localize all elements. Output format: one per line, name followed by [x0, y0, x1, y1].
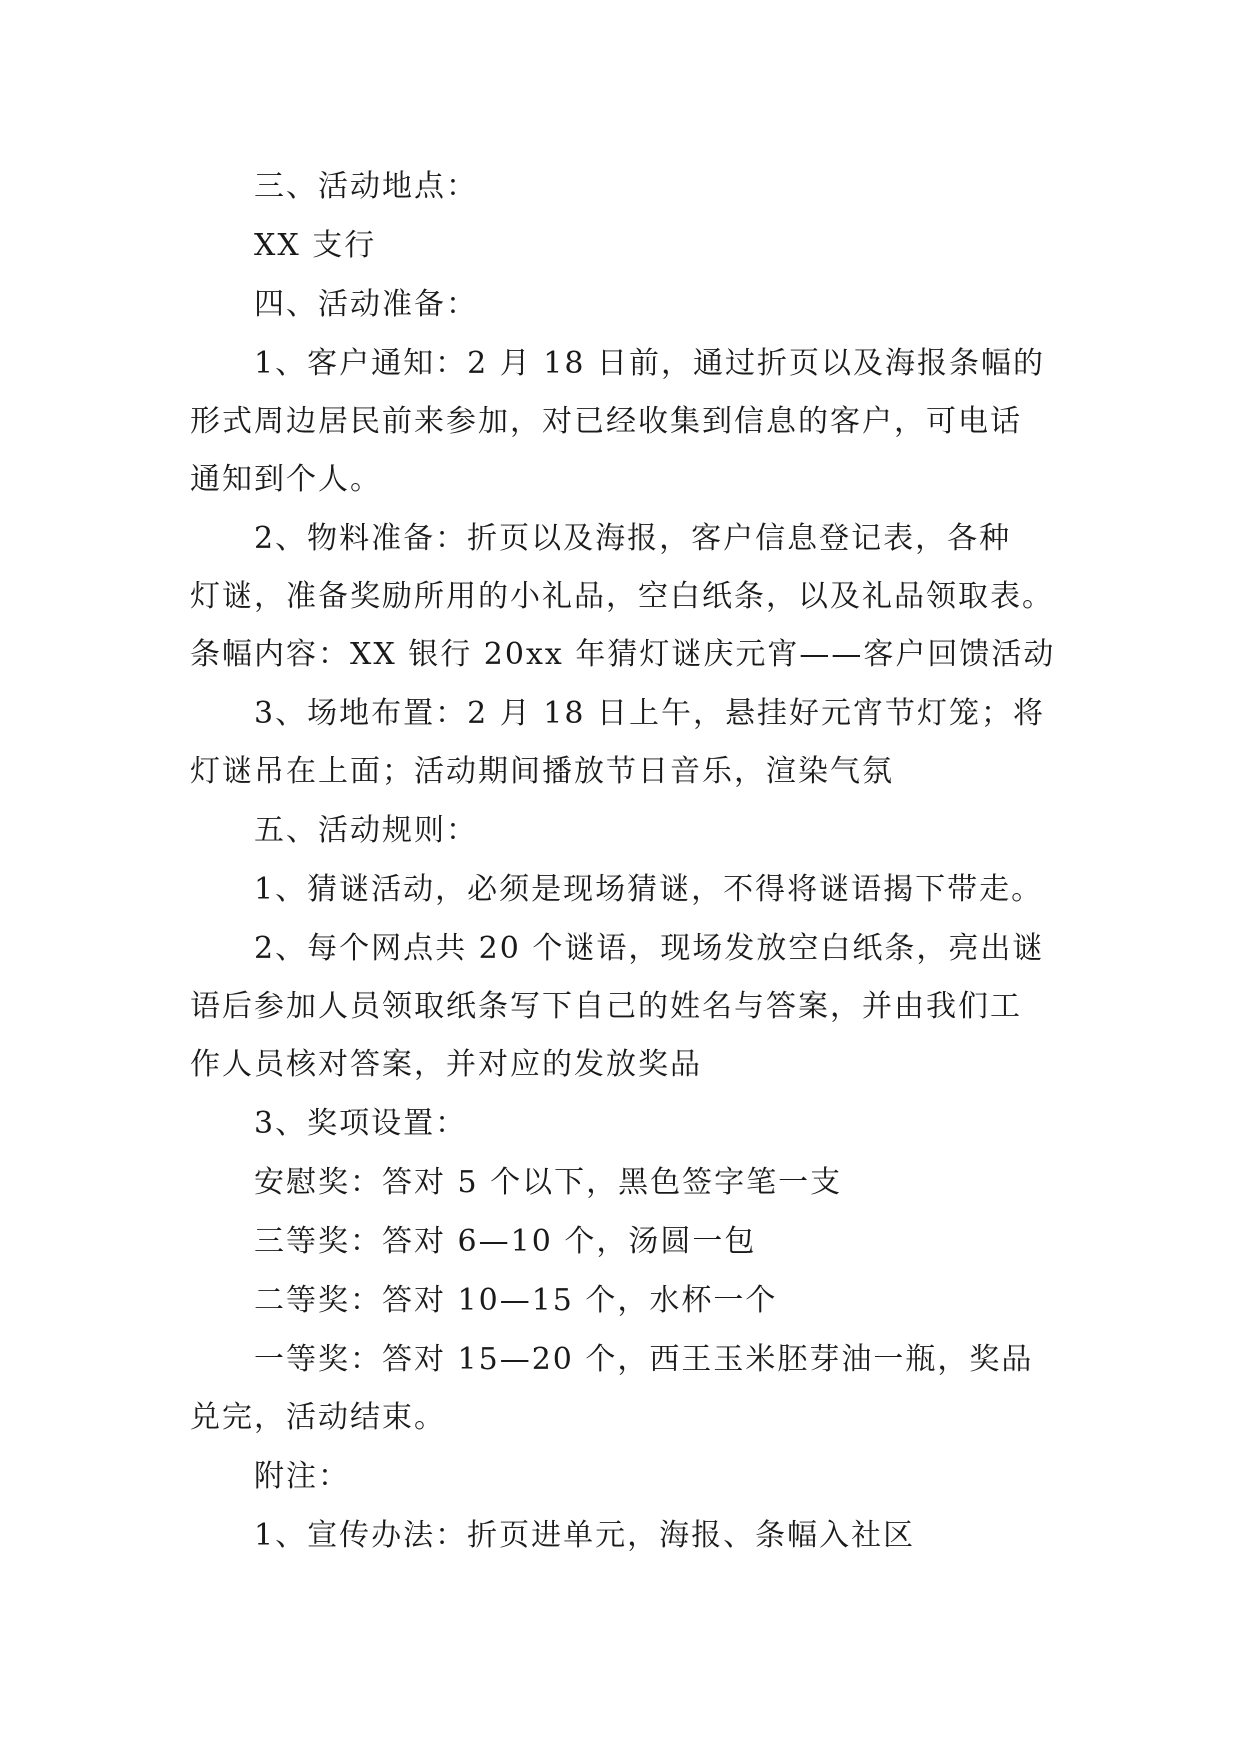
paragraph-venue-setup: [190, 685, 1060, 801]
paragraph-prize-consolation: [190, 1154, 1060, 1212]
text-line: 附注：: [254, 1459, 350, 1494]
paragraph-rule-2: [190, 920, 1060, 1094]
text-line: 3、场地布置：2 月 18 日上午，悬挂好元宵节灯笼；将: [254, 696, 1045, 731]
text-line: 3、奖项设置：: [254, 1106, 468, 1141]
paragraph-section-4-heading: [190, 276, 1060, 334]
text-line: 一等奖：答对 15—20 个，西王玉米胚芽油一瓶，奖品: [254, 1342, 1034, 1377]
text-line: 兑完，活动结束。: [190, 1400, 446, 1435]
paragraph-notes-heading: [190, 1448, 1060, 1506]
document-body: [190, 158, 1060, 1566]
text-line: 1、猜谜活动，必须是现场猜谜，不得将谜语揭下带走。: [254, 872, 1044, 907]
text-line: 五、活动规则：: [254, 813, 478, 848]
paragraph-prize-heading: [190, 1095, 1060, 1153]
text-line: 四、活动准备：: [254, 287, 478, 322]
paragraph-materials: [190, 510, 1060, 684]
text-line: 1、客户通知：2 月 18 日前，通过折页以及海报条幅的: [254, 346, 1045, 381]
paragraph-location: [190, 217, 1060, 275]
text-line: 形式周边居民前来参加，对已经收集到信息的客户，可电话: [190, 404, 1022, 439]
text-line: 作人员核对答案，并对应的发放奖品: [190, 1047, 702, 1082]
paragraph-prize-third: [190, 1213, 1060, 1271]
text-line: 通知到个人。: [190, 462, 382, 497]
paragraph-rule-1: [190, 861, 1060, 919]
text-line: 安慰奖：答对 5 个以下，黑色签字笔一支: [254, 1165, 843, 1200]
paragraph-prize-second: [190, 1272, 1060, 1330]
paragraph-note-1: [190, 1507, 1060, 1565]
text-line: 灯谜吊在上面；活动期间播放节日音乐，渲染气氛: [190, 754, 894, 789]
text-line: 语后参加人员领取纸条写下自己的姓名与答案，并由我们工: [190, 989, 1022, 1024]
text-line: 2、每个网点共 20 个谜语，现场发放空白纸条，亮出谜: [254, 931, 1045, 966]
text-line: 二等奖：答对 10—15 个，水杯一个: [254, 1283, 778, 1318]
paragraph-prize-first: [190, 1331, 1060, 1447]
text-line: 灯谜，准备奖励所用的小礼品，空白纸条，以及礼品领取表。: [190, 579, 1054, 614]
text-line: 条幅内容：XX 银行 20xx 年猜灯谜庆元宵——客户回馈活动: [190, 637, 1056, 672]
paragraph-section-3-heading: [190, 158, 1060, 216]
paragraph-customer-notice: [190, 335, 1060, 509]
text-line: XX 支行: [254, 228, 377, 263]
text-line: 2、物料准备：折页以及海报，客户信息登记表，各种: [254, 521, 1012, 556]
text-line: 三等奖：答对 6—10 个，汤圆一包: [254, 1224, 757, 1259]
text-line: 1、宣传办法：折页进单元，海报、条幅入社区: [254, 1518, 916, 1553]
text-line: 三、活动地点：: [254, 169, 478, 204]
paragraph-section-5-heading: [190, 802, 1060, 860]
